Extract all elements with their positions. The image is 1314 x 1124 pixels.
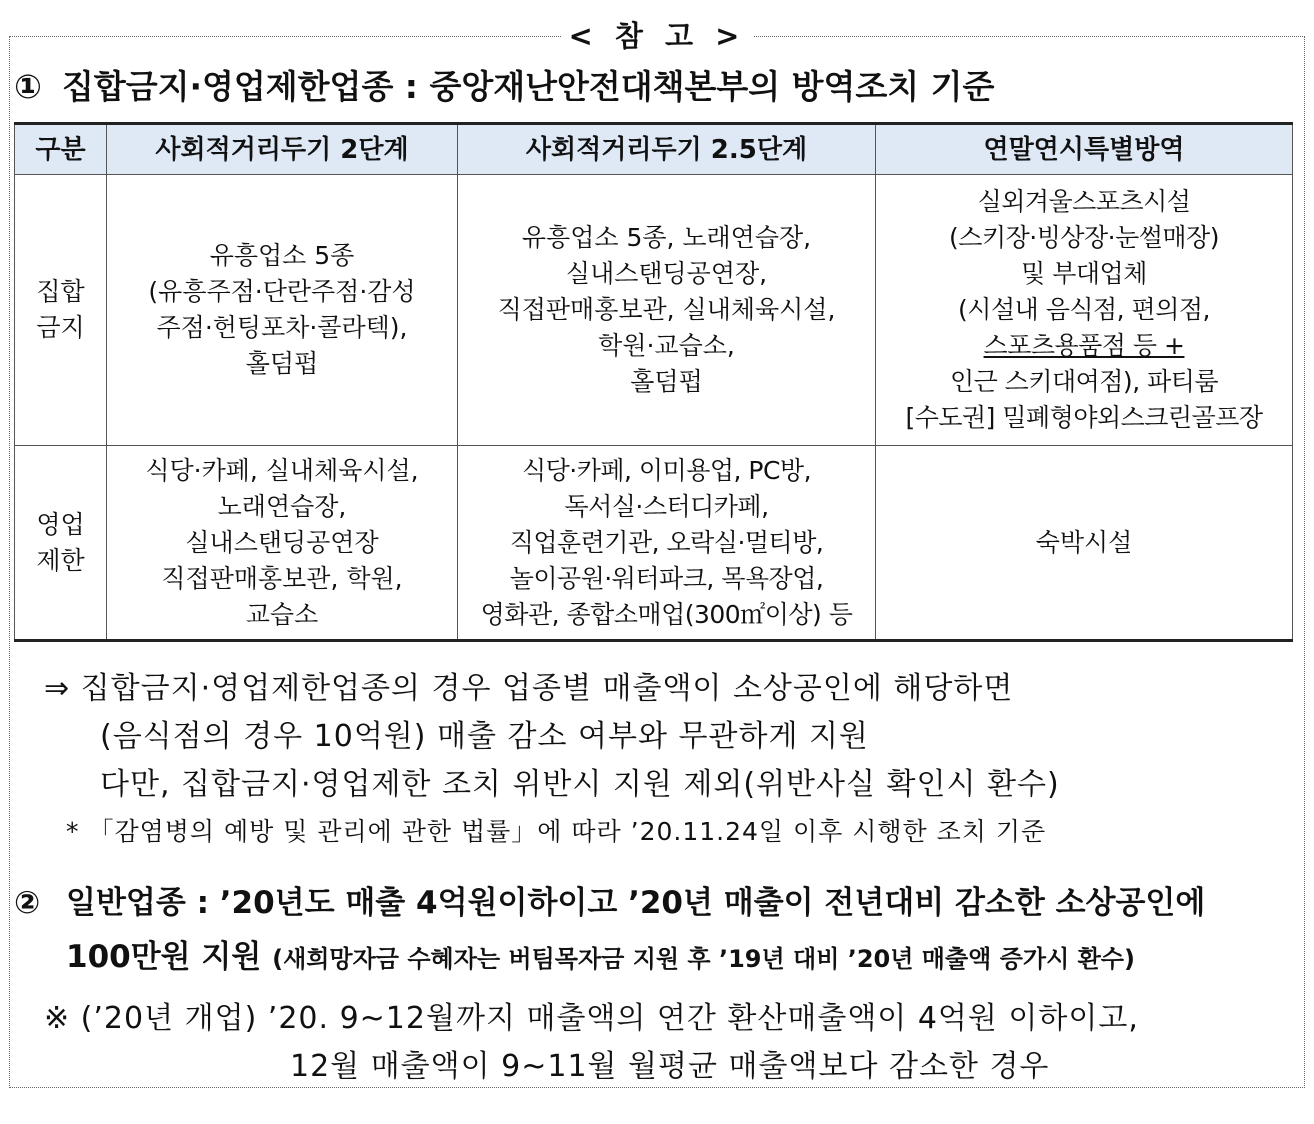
support-criteria-line3: 다만, 집합금지·영업제한 조치 위반시 지원 제외(위반사실 확인시 환수) — [100, 767, 1060, 802]
table-row-business-limit — [15, 446, 1293, 641]
section2-heading — [14, 878, 1205, 928]
support-criteria-line1: ⇒ 집합금지·영업제한업종의 경우 업종별 매출액이 소상공인에 해당하면 — [44, 671, 1014, 706]
table-cell: 유흥업소 5종 (유흥주점·단란주점·감성 주점·헌팅포차·콜라텍), 홀덤펍 — [107, 175, 458, 446]
table-header-row — [15, 124, 1293, 175]
header-level2: 사회적거리두기 2단계 — [107, 124, 458, 175]
table-cell: 숙박시설 — [876, 446, 1293, 641]
section2-clawback-note: (새희망자금 수혜자는 버팀목자금 지원 후 ’19년 대비 ’20년 매출액 증가시 환수) — [272, 945, 1135, 973]
table-row-gathering-ban — [15, 175, 1293, 446]
section1-number: ① — [14, 67, 42, 106]
section2-line1: 일반업종 : ’20년도 매출 4억원이하이고 ’20년 매출이 전년대비 감소한 소상공인에 — [66, 885, 1206, 921]
header-category: 구분 — [15, 124, 107, 175]
remark-line2: 12월 매출액이 9~11월 월평균 매출액보다 감소한 경우 — [290, 1049, 1050, 1084]
table-cell: 식당·카페, 이미용업, PC방, 독서실·스터디카페, 직업훈련기관, 오락실·멀티방, 놀이공원·워터파크, 목욕장업, 영화관, 종합소매업(300㎡이상) 등 — [458, 446, 876, 641]
footnote: * 「감염병의 예방 및 관리에 관한 법률」에 따라 ’20.11.24일 이후 시행한 조치 기준 — [66, 817, 1047, 846]
header-level2-5: 사회적거리두기 2.5단계 — [458, 124, 876, 175]
business-restriction-table — [14, 122, 1293, 642]
section2-line2: 100만원 지원 (새희망자금 수혜자는 버팀목자금 지원 후 ’19년 대비 ’20년 매출액 증가시 환수) — [66, 939, 1135, 975]
table-cell: 유흥업소 5종, 노래연습장, 실내스탠딩공연장, 직접판매홍보관, 실내체육시설, 학원·교습소, 홀덤펍 — [458, 175, 876, 446]
support-criteria-line2: (음식점의 경우 10억원) 매출 감소 여부와 무관하게 지원 — [100, 719, 869, 754]
section1-heading — [14, 62, 994, 112]
section1-title: 집합금지·영업제한업종 : 중앙재난안전대책본부의 방역조치 기준 — [62, 67, 995, 106]
header-yearend: 연말연시특별방역 — [876, 124, 1293, 175]
row-category: 영업 제한 — [15, 446, 107, 641]
row-category: 집합 금지 — [15, 175, 107, 446]
table-cell: 식당·카페, 실내체육시설, 노래연습장, 실내스탠딩공연장 직접판매홍보관, 학원, 교습소 — [107, 446, 458, 641]
table-cell: 실외겨울스포츠시설 (스키장·빙상장·눈썰매장) 및 부대업체 (시설내 음식점, 편의점, 스포츠용품점 등 + 인근 스키대여점), 파티룸 [수도권] 밀폐형야외스크린골프장 — [876, 175, 1293, 446]
section2-number: ② — [14, 885, 41, 921]
remark-line1: ※ (’20년 개업) ’20. 9~12월까지 매출액의 연간 환산매출액이 4억원 이하이고, — [44, 1001, 1139, 1036]
reference-title: < 참 고 > — [0, 14, 1314, 58]
